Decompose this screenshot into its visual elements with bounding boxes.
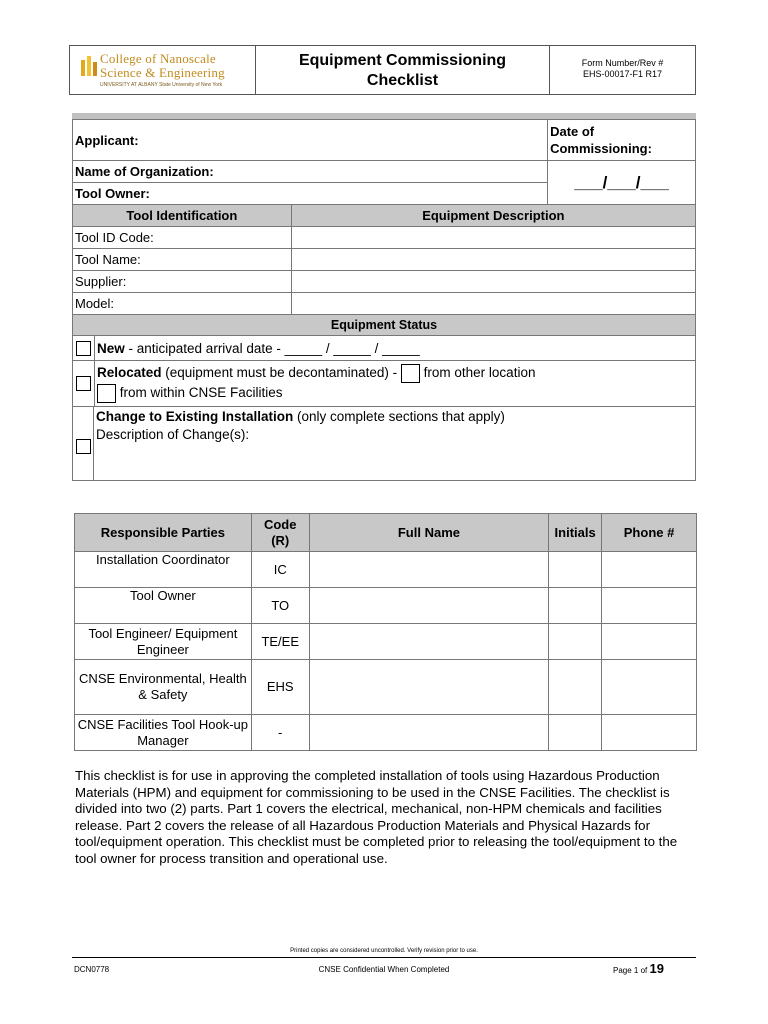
phone-input[interactable] — [602, 660, 697, 715]
logo-line-2: Science & Engineering — [100, 65, 225, 80]
date-label-line-1: Date of — [550, 124, 595, 139]
tool-name-label-cell — [73, 249, 292, 271]
status-change-row — [73, 407, 696, 481]
full-name-input[interactable] — [309, 715, 548, 751]
equipment-status-label: Equipment Status — [330, 318, 438, 332]
uncontrolled-copy-note: Printed copies are considered uncontrolled. Verify revision prior to use. — [290, 948, 478, 954]
equipment-description-header — [291, 205, 695, 227]
table-row — [75, 660, 697, 715]
phone-input[interactable] — [602, 552, 697, 588]
form-number-label: Form Number/Rev # — [581, 58, 664, 68]
status-relocated-note: (equipment must be decontaminated) - — [161, 365, 401, 380]
status-relocated-label: Relocated — [97, 365, 162, 380]
tool-identification-header — [73, 205, 292, 227]
organization-field[interactable] — [73, 161, 548, 183]
organization-label: Name of Organization: — [75, 164, 214, 179]
model-label: Model: — [75, 296, 115, 311]
party-name: Tool Owner — [75, 588, 252, 624]
party-code: - — [251, 715, 309, 751]
supplier-input[interactable] — [291, 271, 695, 293]
status-relocated-row — [73, 361, 696, 407]
title-line-1: Equipment Commissioning — [298, 52, 507, 69]
tool-owner-field[interactable] — [73, 183, 548, 205]
model-label-cell — [73, 293, 292, 315]
responsible-parties-table — [74, 513, 697, 751]
dcn-number: DCN0778 — [74, 965, 110, 974]
table-row — [75, 715, 697, 751]
applicant-label: Applicant: — [75, 132, 139, 148]
initials-input[interactable] — [549, 624, 602, 660]
equipment-description-label: Equipment Description — [422, 208, 565, 223]
status-new-row — [73, 336, 696, 361]
tool-owner-label: Tool Owner: — [75, 186, 150, 201]
full-name-input[interactable] — [309, 552, 548, 588]
initials-input[interactable] — [549, 588, 602, 624]
model-input[interactable] — [291, 293, 695, 315]
status-change-label: Change to Existing Installation — [96, 409, 294, 424]
phone-input[interactable] — [602, 624, 697, 660]
tool-id-code-label: Tool ID Code: — [75, 230, 154, 245]
logo-line-1: College of Nanoscale — [100, 51, 216, 66]
party-code: IC — [251, 552, 309, 588]
logo-text — [100, 52, 225, 80]
form-number-value: EHS-00017-F1 R17 — [582, 69, 663, 79]
status-new-checkbox[interactable] — [76, 341, 91, 356]
party-name: Installation Coordinator — [75, 552, 252, 588]
tool-name-label: Tool Name: — [75, 252, 141, 267]
logo-cell — [70, 46, 256, 94]
party-name: Tool Engineer/ Equipment Engineer — [75, 624, 252, 660]
form-header — [69, 45, 696, 95]
confidential-notice: CNSE Confidential When Completed — [318, 965, 450, 974]
page-total: 19 — [649, 961, 664, 976]
status-relocated-checkbox[interactable] — [76, 376, 91, 391]
initials-input[interactable] — [549, 715, 602, 751]
equipment-status-header — [73, 315, 696, 336]
tool-id-code-input[interactable] — [291, 227, 695, 249]
initials-input[interactable] — [549, 552, 602, 588]
date-blank: ___/___/___ — [574, 172, 669, 192]
date-label-cell — [548, 120, 696, 161]
tool-id-code-label-cell — [73, 227, 292, 249]
full-name-input[interactable] — [309, 660, 548, 715]
table-row — [75, 552, 697, 588]
full-name-input[interactable] — [309, 624, 548, 660]
table-row — [75, 624, 697, 660]
phone-input[interactable] — [602, 588, 697, 624]
header-phone: Phone # — [602, 514, 697, 552]
applicant-info-table — [72, 119, 696, 481]
party-code: EHS — [251, 660, 309, 715]
initials-input[interactable] — [549, 660, 602, 715]
change-description-label: Description of Change(s): — [96, 427, 250, 442]
header-code: Code (R) — [251, 514, 309, 552]
footer-divider — [72, 957, 696, 958]
full-name-input[interactable] — [309, 588, 548, 624]
status-new-label: New — [97, 340, 125, 356]
table-row — [75, 588, 697, 624]
status-change-checkbox[interactable] — [76, 439, 91, 454]
title-line-2: Checklist — [366, 72, 439, 89]
status-new-date: - anticipated arrival date - _____ / _____ / _____ — [124, 340, 420, 356]
parties-header-row — [75, 514, 697, 552]
from-within-cnse-checkbox[interactable] — [97, 384, 116, 403]
logo-subtitle: UNIVERSITY AT ALBANY State University of New York — [100, 82, 223, 88]
date-label-line-2: Commissioning: — [550, 141, 652, 156]
from-within-cnse-label: from within CNSE Facilities — [116, 385, 283, 400]
party-code: TO — [251, 588, 309, 624]
supplier-label-cell — [73, 271, 292, 293]
header-initials: Initials — [549, 514, 602, 552]
applicant-field[interactable] — [73, 120, 548, 161]
page-number — [613, 961, 664, 976]
party-code: TE/EE — [251, 624, 309, 660]
party-name: CNSE Facilities Tool Hook-up Manager — [75, 715, 252, 751]
tool-name-input[interactable] — [291, 249, 695, 271]
from-other-location-checkbox[interactable] — [401, 364, 420, 383]
header-responsible-parties: Responsible Parties — [75, 514, 252, 552]
instructions-paragraph: This checklist is for use in approving the completed installation of tools using Hazardous Production Materials (HPM) and equipment for commissioning to be used in the CNSE Facilities. The checklist is divided into two (2) parts. Part 1 covers the electrical, mechanical, non-HPM chemicals and facilities release. Part 2 covers the release of all Hazardous Production Materials and Physical Hazards for tool/equipment operation. This checklist must be completed prior to releasing the tool/equipment to the tool owner for process transition and operational use. — [75, 768, 678, 866]
header-full-name: Full Name — [309, 514, 548, 552]
phone-input[interactable] — [602, 715, 697, 751]
date-blank-field[interactable] — [548, 161, 696, 205]
document-title — [256, 46, 550, 94]
cnse-logo-icon — [80, 54, 98, 78]
supplier-label: Supplier: — [75, 274, 127, 289]
status-change-note: (only complete sections that apply) — [293, 409, 505, 424]
page-prefix: Page 1 of — [613, 966, 650, 975]
party-name: CNSE Environmental, Health & Safety — [75, 660, 252, 715]
form-number-cell — [550, 46, 695, 94]
from-other-location-label: from other location — [419, 365, 536, 380]
tool-identification-label: Tool Identification — [126, 208, 238, 223]
